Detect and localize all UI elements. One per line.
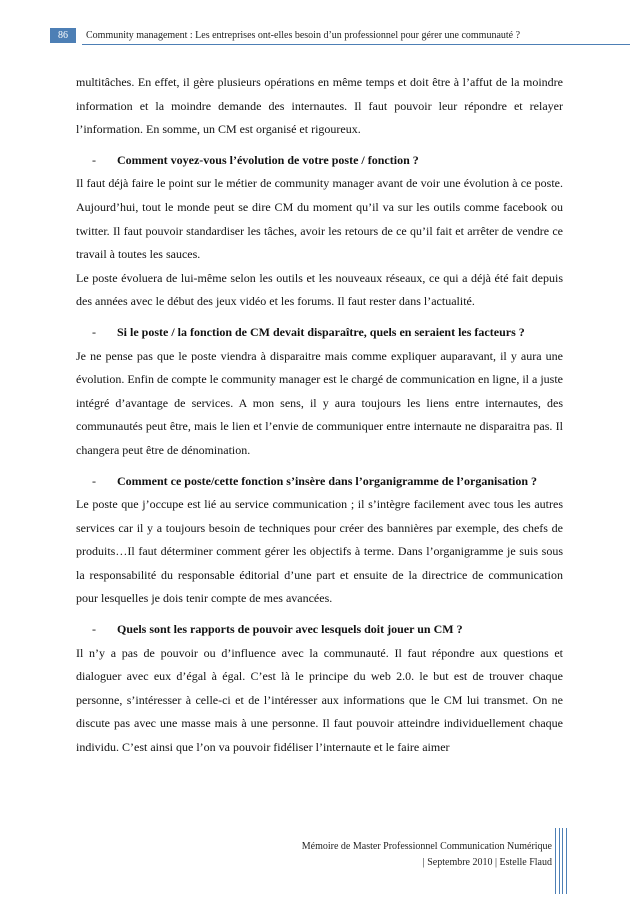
list-dash: -: [92, 473, 96, 488]
interview-question: [76, 149, 563, 173]
paragraph: Il faut déjà faire le point sur le métier de community manager avant de voir une évolution à ce poste. Aujourd’hui, tout le monde peut se dire CM du moment qu’il va sur les outils comme facebook ou twitter. Il faut pouvoir standardiser les tâches, avoir les retours de ce qu’il fait et arrêter de vendre ce travail à toutes les sauces.: [76, 176, 563, 262]
footer-thesis-title: Mémoire de Master Professionnel Communication Numérique: [301, 841, 552, 852]
question-text: Quels sont les rapports de pouvoir avec lesquels doit jouer un CM ?: [117, 622, 463, 637]
interview-question: [76, 618, 563, 642]
interview-question: [76, 470, 563, 494]
list-dash: -: [92, 324, 96, 339]
question-text: Comment voyez-vous l’évolution de votre poste / fonction ?: [117, 152, 419, 167]
header-rule: [82, 44, 630, 45]
list-dash: -: [92, 152, 96, 167]
paragraph: Le poste que j’occupe est lié au service communication ; il s’intègre facilement avec tous les autres services car il y a toujours besoin de techniques pour créer des bannières par exemple, des chefs de produits…Il faut déterminer comment gérer les objectifs à terme. Dans l’organigramme je suis sous la responsabilité du responsable éditorial d’une part et ensuite de la directrice de communication pour lesquelles je dois tenir compte de mes avancées.: [76, 497, 563, 606]
question-text: Si le poste / la fonction de CM devait disparaître, quels en seraient les facteurs ?: [117, 324, 525, 339]
paragraph: Je ne pense pas que le poste viendra à disparaitre mais comme expliquer auparavant, il y aura une évolution. Enfin de compte le community manager est le chargé de communication en ligne, il a juste intégré d’avantage de services. A mon sens, il y aura toujours les liens entre internautes, des communautés peut être, mais le lien et l’envie de communiquer entre internaute ne disparaitra pas. Il changera peut être de dénomination.: [76, 348, 563, 457]
question-text: Comment ce poste/cette fonction s’insère dans l’organigramme de l’organisation ?: [117, 473, 538, 488]
page-header: [0, 0, 638, 48]
footer-date-author: | Septembre 2010 | Estelle Flaud: [422, 857, 552, 868]
running-title: Community management : Les entreprises ont-elles besoin d’un professionnel pour gérer une communauté ?: [86, 30, 521, 41]
footer-decorative-bars: [555, 828, 567, 894]
document-body: [76, 71, 563, 760]
paragraph: multitâches. En effet, il gère plusieurs opérations en même temps et doit être à l’affut de la moindre information et la moindre demande des internautes. Il faut pouvoir leur répondre et relayer l’information. En somme, un CM est organisé et rigoureux.: [76, 75, 563, 137]
page-number: 86: [50, 28, 76, 43]
page-footer: [0, 840, 638, 900]
paragraph: Le poste évoluera de lui-même selon les outils et les nouveaux réseaux, ce qui a déjà été fait depuis des années avec le début des jeux vidéo et les forums. Il faut rester dans l’actualité.: [76, 270, 563, 309]
interview-question: [76, 321, 563, 345]
list-dash: -: [92, 622, 96, 637]
paragraph: Il n’y a pas de pouvoir ou d’influence avec la communauté. Il faut répondre aux questions et dialoguer avec eux d’égal à égal. C’est là le principe du web 2.0. le but est de trouver chaque personne, s’intéresser à celle-ci et de l’intéresser aux informations que le CM lui transmet. On ne discute pas avec une masse mais à une personne. Il faut pouvoir atteindre individuellement chaque individu. C’est ainsi que l’on va pouvoir fidéliser l’internaute et le faire aimer: [76, 645, 563, 755]
